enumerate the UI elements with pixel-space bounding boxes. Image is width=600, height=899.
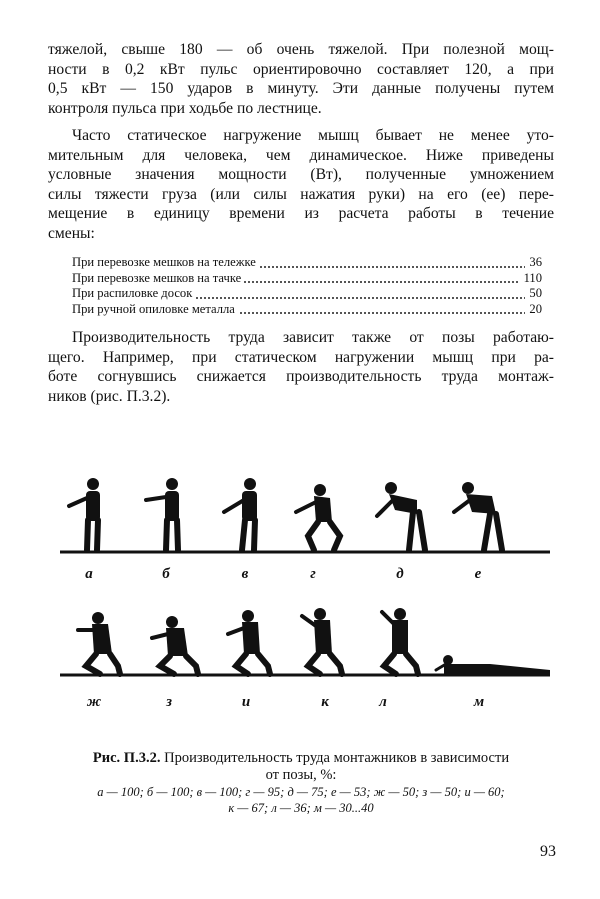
text-line: смены: (48, 224, 95, 242)
text-line: щего. Например, при статическом нагружении мышц при ра- (48, 348, 554, 366)
row-value: 110 (520, 271, 542, 287)
caption-figure-number: Рис. П.3.2. (92, 750, 161, 766)
text-line: условные значения мощности (Вт), полученные умножением (48, 166, 554, 183)
table-row (72, 286, 542, 302)
label-k: к (321, 694, 329, 710)
row-label: При перевозке мешков на тележке (72, 255, 259, 269)
text-line: ников (рис. П.3.2). (48, 387, 171, 405)
row-value: 36 (525, 255, 542, 271)
paragraph-3 (48, 328, 554, 406)
table-row (72, 302, 542, 318)
posture-a-figure (69, 478, 100, 550)
posture-v-figure (224, 478, 257, 550)
label-zh: ж (86, 694, 102, 710)
label-l: л (379, 694, 387, 710)
legend-line-1: а — 100; б — 100; в — 100; г — 95; д — 75; е — 53; ж — 50; з — 50; и — 60; (97, 785, 505, 799)
label-b: б (162, 566, 170, 582)
posture-l-figure (382, 608, 418, 674)
posture-g-figure (296, 484, 340, 550)
row-label: При ручной опиловке металла (72, 302, 238, 316)
text-line: мещение в единицу времени из расчета работы в течение (48, 205, 554, 222)
posture-b-figure (146, 478, 179, 550)
text-line: силы тяжести груза (или силы нажатия руки) на его (ее) пере- (48, 185, 554, 203)
label-v: в (241, 566, 249, 582)
table-row (72, 271, 542, 287)
page-number: 93 (540, 843, 556, 860)
caption-line-1 (48, 750, 554, 767)
row-value: 20 (525, 302, 542, 318)
label-e: е (474, 566, 482, 582)
text-line: контроля пульса при ходьбе по лестнице. (48, 99, 322, 117)
label-g: г (310, 566, 316, 582)
posture-zh-figure (78, 612, 120, 674)
text-line: ности в 0,2 кВт пульс ориентировочно составляет 120, а при (48, 60, 554, 78)
text-line: мительным для человека, чем динамическое. Ниже приведены (48, 146, 554, 164)
posture-i-figure (228, 610, 270, 674)
text-line: Часто статическое нагружение мышц бывает не менее уто- (72, 127, 554, 144)
caption-line-2: от позы, %: (265, 767, 337, 783)
posture-z-figure (152, 616, 198, 674)
posture-e-figure (454, 482, 502, 550)
posture-figure (60, 470, 550, 720)
paragraph-1 (48, 40, 554, 118)
figure-caption (48, 750, 554, 784)
paragraph-2 (48, 126, 554, 243)
power-values-table (72, 255, 542, 317)
text-line: тяжелой, свыше 180 — об очень тяжелой. При полезной мощ- (48, 41, 554, 58)
figure-legend (48, 784, 554, 816)
text-line: боте согнувшись снижается производительность труда монтаж- (48, 368, 554, 385)
text-line: 0,5 кВт — 150 ударов в минуту. Эти данные получены путем (48, 80, 554, 97)
caption-text: Производительность труда монтажников в зависимости (164, 750, 510, 766)
posture-k-figure (302, 608, 342, 674)
row-label: При перевозке мешков на тачке (72, 271, 244, 285)
row-label: При распиловке досок (72, 286, 195, 300)
text-line: Производительность труда зависит также от позы работаю- (72, 329, 554, 346)
label-i: и (241, 694, 251, 710)
legend-line-2: к — 67; л — 36; м — 30...40 (228, 801, 374, 815)
label-d: д (396, 566, 404, 582)
table-row (72, 255, 542, 271)
label-m: м (473, 694, 485, 710)
posture-m-figure (436, 655, 550, 674)
row-value: 50 (525, 286, 542, 302)
posture-d-figure (377, 482, 425, 550)
label-z: з (166, 694, 172, 710)
label-a: а (85, 566, 93, 582)
